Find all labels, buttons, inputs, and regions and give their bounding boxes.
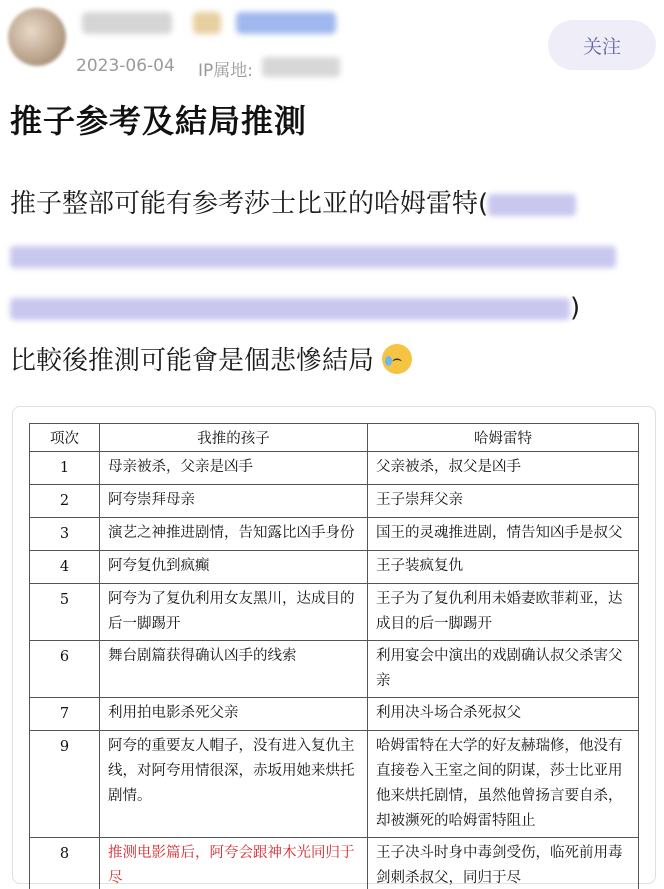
row-number: 1 [30,452,100,485]
crying-face-icon: ⌢ [382,344,412,374]
header-item: 项次 [30,424,100,452]
oshi-cell: 阿夸复仇到疯癫 [100,551,368,584]
hamlet-cell: 王子装疯复仇 [368,551,639,584]
table-row [30,584,639,641]
post-date: 2023-06-04 [76,56,175,76]
hamlet-cell: 王子崇拜父亲 [368,485,639,518]
ip-location-label: IP属地: [198,61,253,81]
row-number: 4 [30,551,100,584]
oshi-cell-highlight: 推测电影篇后，阿夸会跟神木光同归于尽 [100,838,368,889]
paragraph-close: ) [570,293,581,323]
row-number: 6 [30,641,100,698]
paragraph-text: 推子整部可能有参考莎士比亚的哈姆雷特( [10,189,489,219]
row-number: 9 [30,731,100,838]
hamlet-cell: 利用决斗场合杀死叔父 [368,698,639,731]
oshi-cell: 演艺之神推进剧情，告知露比凶手身份 [100,518,368,551]
row-number: 5 [30,584,100,641]
row-number: 2 [30,485,100,518]
post-paragraph-conclusion [10,340,412,377]
username-blurred[interactable] [82,12,342,42]
hamlet-cell: 哈姆雷特在大学的好友赫瑞修，他没有直接卷入王室之间的阴谋，莎士比亚用他来烘托剧情，虽然他曾扬言要自杀，却被濒死的哈姆雷特阻止 [368,731,639,838]
header-oshi: 我推的孩子 [100,424,368,452]
oshi-cell: 利用拍电影杀死父亲 [100,698,368,731]
hamlet-cell: 利用宴会中演出的戏剧确认叔父杀害父亲 [368,641,639,698]
oshi-cell: 母亲被杀，父亲是凶手 [100,452,368,485]
row-number: 7 [30,698,100,731]
table-row [30,485,639,518]
header-hamlet: 哈姆雷特 [368,424,639,452]
table-row [30,518,639,551]
comparison-table [29,423,639,889]
oshi-cell: 阿夸崇拜母亲 [100,485,368,518]
table-row [30,731,639,838]
user-avatar[interactable] [8,8,66,66]
hamlet-link-blurred-line2[interactable] [10,246,616,268]
follow-button[interactable]: 关注 [548,20,656,70]
table-row [30,838,639,889]
oshi-cell: 阿夸为了复仇利用女友黑川，达成目的后一脚踢开 [100,584,368,641]
hamlet-link-blurred[interactable] [488,194,576,216]
table-row [30,452,639,485]
table-row [30,551,639,584]
row-number: 3 [30,518,100,551]
oshi-cell: 阿夸的重要友人帽子，没有进入复仇主线，对阿夸用情很深，赤坂用她来烘托剧情。 [100,731,368,838]
hamlet-link-blurred-line3[interactable] [10,298,570,320]
hamlet-cell: 王子为了复仇利用未婚妻欧菲莉亚，达成目的后一脚踢开 [368,584,639,641]
hamlet-cell: 父亲被杀，叔父是凶手 [368,452,639,485]
row-number: 8 [30,838,100,889]
comparison-table-image[interactable] [12,406,656,884]
paragraph-text: 比較後推測可能會是個悲慘結局 [10,346,375,376]
oshi-cell: 舞台剧篇获得确认凶手的线索 [100,641,368,698]
hamlet-cell: 王子决斗时身中毒剑受伤，临死前用毒剑刺杀叔父，同归于尽 [368,838,639,889]
post-title: 推子参考及結局推測 [10,102,308,140]
table-row [30,641,639,698]
post-header [0,0,664,90]
post-paragraph-reference [10,178,650,334]
table-header-row [30,424,639,452]
ip-location-blurred [262,57,340,77]
hamlet-cell: 国王的灵魂推进剧，情告知凶手是叔父 [368,518,639,551]
table-row [30,698,639,731]
